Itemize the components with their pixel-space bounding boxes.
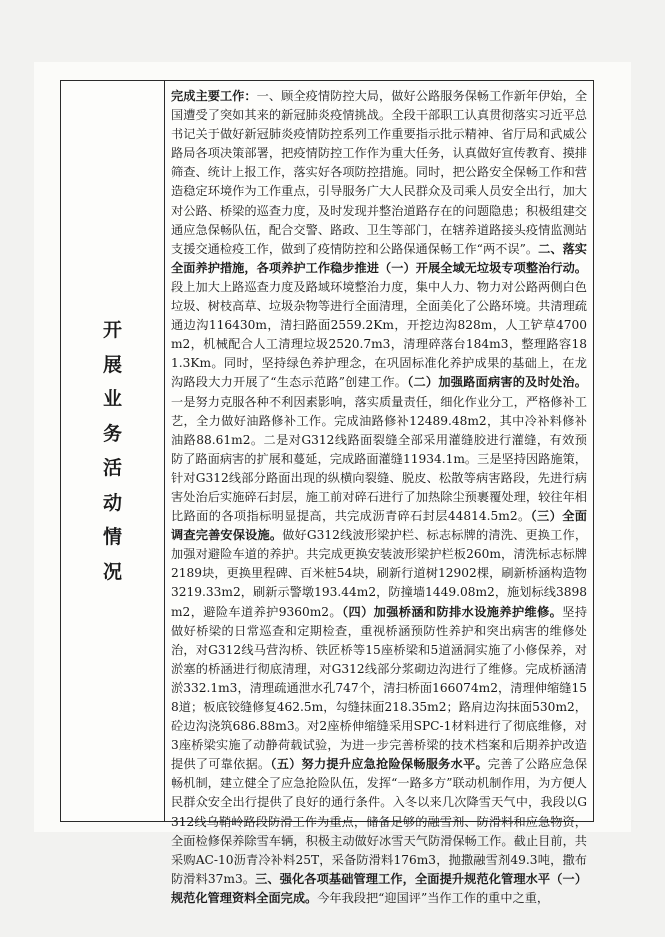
section-heading: （二）加强路面病害的及时处治。 [407, 375, 587, 390]
section-heading: （四）加强桥涵和防排水设施养护维修。 [342, 604, 563, 619]
row-label-char: 况 [102, 560, 122, 583]
section-heading: 完成主要工作： [171, 89, 257, 103]
form-table [60, 80, 594, 905]
section-heading: （一）规范化管理资料全面完成。 [171, 871, 588, 905]
row-label-char: 活 [102, 457, 122, 479]
body-text: 坚持做好桥梁的日常巡查和定期检查，重视桥涵预防性养护和突出病害的维修处治，对G312线马营沟桥、铁匠桥等15座桥梁和5道涵洞实施了小修保养，对淤塞的桥涵进行彻底清理，对G312线部分浆砌边沟进行了维修。完成桥涵清淤332.1m3，清理疏通泄水孔747个，清扫桥面166074m2，清理伸缩缝158道；板底铰缝修复462.5m，勾缝抹面218.35m2；路肩边沟抹面530m2，砼边沟浇筑686.88m3。对2座桥伸缩缝采用SPC-1材料进行了彻底维修，对3座桥梁实施了动静荷载试验，为进一步完善桥梁的技术档案和后期养护改造提供了可靠依据。 [171, 604, 588, 772]
row-label-char: 开 [102, 319, 122, 341]
row-label-char: 业 [102, 388, 122, 410]
section-heading: 三、强化各项基础管理工作，全面提升规范化管理水平 [255, 871, 551, 886]
content-cell [165, 81, 593, 905]
section-heading: （三）全面调查完善安保设施。 [171, 509, 587, 543]
body-text: 今年我段把“迎国评”当作工作的重中之重， [317, 890, 550, 905]
body-text: 段上加大上路巡查力度及路域环境整治力度，集中人力、物力对公路两侧白色垃圾、树枝高草、垃圾杂物等进行全面清理，全面美化了公路环境。共清理疏通边沟116430m，清扫路面2559.2Km，开挖边沟828m，人工铲草4700m2，机械配合人工清理垃圾2520.7m3，清理碎落台184m3，整理路容181.3Km。同时，坚持绿色养护理念，在巩固标准化养护成果的基础上，在龙沟路段大力开展了“生态示范路”创建工作。 [171, 279, 587, 390]
section-heading: 二、落实全面养护措施，各项养护工作稳步推进（一）开展全域无垃圾专项整治行动。 [171, 241, 587, 275]
body-text: 做好G312线波形梁护栏、标志标牌的清洗、更换工作，加强对避险车道的养护。共完成更换安装波形梁护栏板260m，清洗标志标牌2189块，更换里程碑、百米桩54块，刷新行道树12902棵，刷新桥涵构造物3219.33m2，刷新示警墩193.44m2，防撞墙1449.08m2，施划标线3898m2，避险车道养护9360m2。 [171, 528, 588, 619]
row-label-char: 务 [102, 422, 122, 445]
row-label-char: 动 [102, 491, 122, 514]
row-label-cell [61, 81, 165, 821]
row-label-char: 展 [102, 353, 122, 376]
body-text: 完善了公路应急保畅机制，建立健全了应急抢险队伍，发挥“一路多方”联动机制作用，为方便人民群众安全出行提供了良好的通行条件。入冬以来几次降雪天气中，我段以G312线乌鞘岭路段防滑工作为重点，储备足够的融雪剂、防滑料和应急物资，全面检修保养除雪车辆，积极主动做好冰雪天气防滑保畅工作。截止目前，共采购AC-10沥青冷补料25T，采备防滑料176m3，抛撒融雪剂49.3吨，撒布防滑料37m3。 [171, 757, 588, 886]
body-text: 一是努力克服各种不利因素影响，落实质量责任，细化作业分工，严格修补工艺，全力做好油路修补工作。完成油路修补12489.48m2，其中冷补料修补油路88.61m2。二是对G312线路面裂缝全部采用灌缝胶进行灌缝，有效预防了路面病害的扩展和蔓延，完成路面灌缝11934.1m。三是坚持因路施策，针对G312线部分路面出现的纵横向裂缝、脱皮、松散等病害路段，先进行病害处治后实施碎石封层，施工前对碎石进行了加热除尘预裹覆处理，较往年相比路面的各项指标明显提高，共完成沥青碎石封层44814.5m2。 [171, 394, 587, 524]
row-label-vertical-text [103, 313, 122, 589]
row-label-char: 情 [102, 526, 122, 548]
work-report-text [171, 87, 587, 908]
section-heading: （五）努力提升应急抢险保畅服务水平。 [270, 757, 488, 772]
body-text: 一、顾全疫情防控大局，做好公路服务保畅工作新年伊始，全国遭受了突如其来的新冠肺炎疫情挑战。全段干部职工认真贯彻落实习近平总书记关于做好新冠肺炎疫情防控系列工作重要指示批示精神、省厅局和武威公路局各项决策部署，把疫情防控工作作为重大任务，认真做好宣传教育、摸排筛查、统计上报工作，落实好各项防控措施。同时，把公路安全保畅工作和营造稳定环境作为工作重点，引导服务广大人民群众及司乘人员安全出行，加大对公路、桥梁的巡查力度，及时发现并整治道路存在的问题隐患；积极组建交通应急保畅队伍，配合交警、路政、卫生等部门，在辖养道路接头疫情监测站支援交通检疫工作，做到了疫情防控和公路保通保畅工作“两不误”。 [171, 89, 588, 256]
